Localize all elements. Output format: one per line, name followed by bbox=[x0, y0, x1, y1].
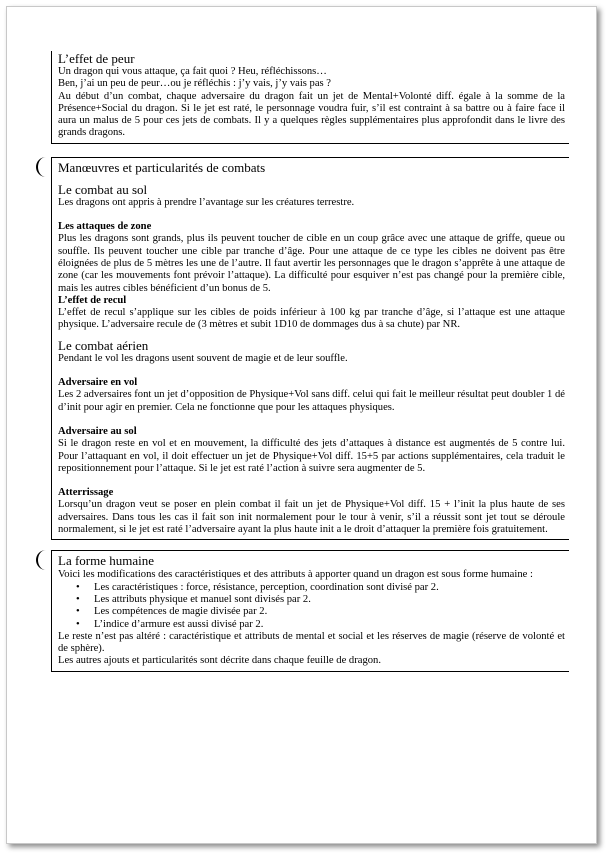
page-content bbox=[51, 51, 569, 672]
peur-line-1: Un dragon qui vous attaque, ça fait quoi ? Heu, réfléchissons… bbox=[58, 66, 327, 77]
crescent-moon-icon bbox=[33, 156, 53, 178]
adversaire-sol-text: Si le dragon reste en vol et en mouvement, la difficulté des jets d’attaques à distance est augmentés de 5 contre lui. Pour l’attaquant en vol, il doit effectuer un jet de Physique+Vol diff. 15+5 par actions supplémentaires, cela traduit le repositionnement pour l’attaque. Si le jet est raté l’action à suivre sera augmenter de 5. bbox=[58, 438, 565, 474]
modifications-list bbox=[58, 582, 565, 631]
combat-aerien-title: Le combat aérien bbox=[58, 337, 149, 353]
peur-line-2: Ben, j’ai un peu de peur…ou je réfléchis : j’y vais, j’y vais pas ? bbox=[58, 78, 332, 90]
list-item: • L’indice d’armure est aussi divisé par 2. bbox=[94, 619, 565, 631]
atterrissage-text: Lorsqu’un dragon veut se poser en plein combat il fait un jet de Physique+Vol diff. 15 + l’init la plus haute de ses adversaires. Dans tous les cas il fait son init normalement pour le tour à venir, s’il a réussit sont jet tout se déroule normalement, si le jet est raté l’adversaire ayant la plus haute init a le droit d’attaquer la première fois gratuitement. bbox=[58, 499, 565, 536]
combat-sol-title: Le combat au sol bbox=[58, 181, 148, 197]
forme-humaine-reste: Le reste n’est pas altéré : caractéristique et attributs de mental et social et les réserves de magie (réserve de volonté et de sphère). bbox=[58, 630, 565, 655]
adversaire-vol-title: Adversaire en vol bbox=[58, 377, 138, 389]
list-item: • Les compétences de magie divisée par 2. bbox=[94, 606, 565, 618]
effet-recul-title: L’effet de recul bbox=[58, 294, 127, 306]
effet-recul-text: L’effet de recul s’applique sur les cibles de poids inférieur à 100 kg par tranche d’âge, si l’attaque est une attaque physique. L’adversaire recule de (3 mètres et subit 1D10 de dommages dus à sa chute) par NR. bbox=[58, 307, 565, 331]
adversaire-vol-text: Les 2 adversaires font un jet d’opposition de Physique+Vol sans diff. celui qui fait le meilleur résultat peut doubler 1 dé d’init pour agir en premier. Cela ne fonctionne que pour les attaques physiques. bbox=[58, 389, 565, 413]
atterrissage-title: Atterrissage bbox=[58, 487, 114, 499]
attaques-zone-text: Plus les dragons sont grands, plus ils peuvent toucher de cible en un coup grâce avec une attaque de griffe, queue ou souffle. Ils peuvent toucher une cible par tranche d’âge. Pour une attaque de ce type les cibles ne doivent pas être éloignées de plus de 5 mètres les une de l’autre. Il faut avertir les personnages que le dragon s’apprête à une attaque de zone (car les mouvements font prévoir l’attaque). La difficulté pour esquiver n’est pas changé pour la première cible, mais les autres cibles bénéficient d’un bonus de 5. bbox=[58, 233, 565, 294]
crescent-moon-icon bbox=[33, 549, 53, 571]
combat-sol-text: Les dragons ont appris à prendre l’avantage sur les créatures terrestre. bbox=[58, 196, 355, 208]
forme-humaine-intro: Voici les modifications des caractéristiques et des attributs à apporter quand un dragon est sous forme humaine : bbox=[58, 569, 533, 581]
effet-peur-title: L’effet de peur bbox=[58, 51, 135, 66]
combat-aerien-text: Pendant le vol les dragons usent souvent de magie et de leur souffle. bbox=[58, 352, 348, 364]
manoeuvres-title: Manœuvres et particularités de combats bbox=[58, 159, 266, 175]
attaques-zone-title: Les attaques de zone bbox=[58, 221, 152, 233]
peur-line-3: Au début d’un combat, chaque adversaire du dragon fait un jet de Mental+Volonté diff. égale à la somme de la Présence+Social du dragon. Si le jet est raté, le personnage voudra fuir, s’il est contraint à sa battre ou à faire face il aura un malus de 5 pour ces jets de combats. Il y a quelques règles supplémentaires plus approfondit dans le livre des grands dragons. bbox=[58, 90, 565, 139]
adversaire-sol-title: Adversaire au sol bbox=[58, 425, 137, 437]
effet-peur-section bbox=[51, 51, 569, 144]
manoeuvres-section bbox=[51, 157, 569, 541]
list-item: • Les attributs physique et manuel sont divisés par 2. bbox=[94, 594, 565, 606]
forme-humaine-title: La forme humaine bbox=[58, 553, 155, 569]
forme-humaine-autres: Les autres ajouts et particularités sont décrite dans chaque feuille de dragon. bbox=[58, 655, 381, 667]
document-page bbox=[6, 6, 597, 844]
list-item: • Les caractéristiques : force, résistance, perception, coordination sont divisé par 2. bbox=[94, 582, 565, 594]
forme-humaine-section bbox=[51, 550, 569, 671]
